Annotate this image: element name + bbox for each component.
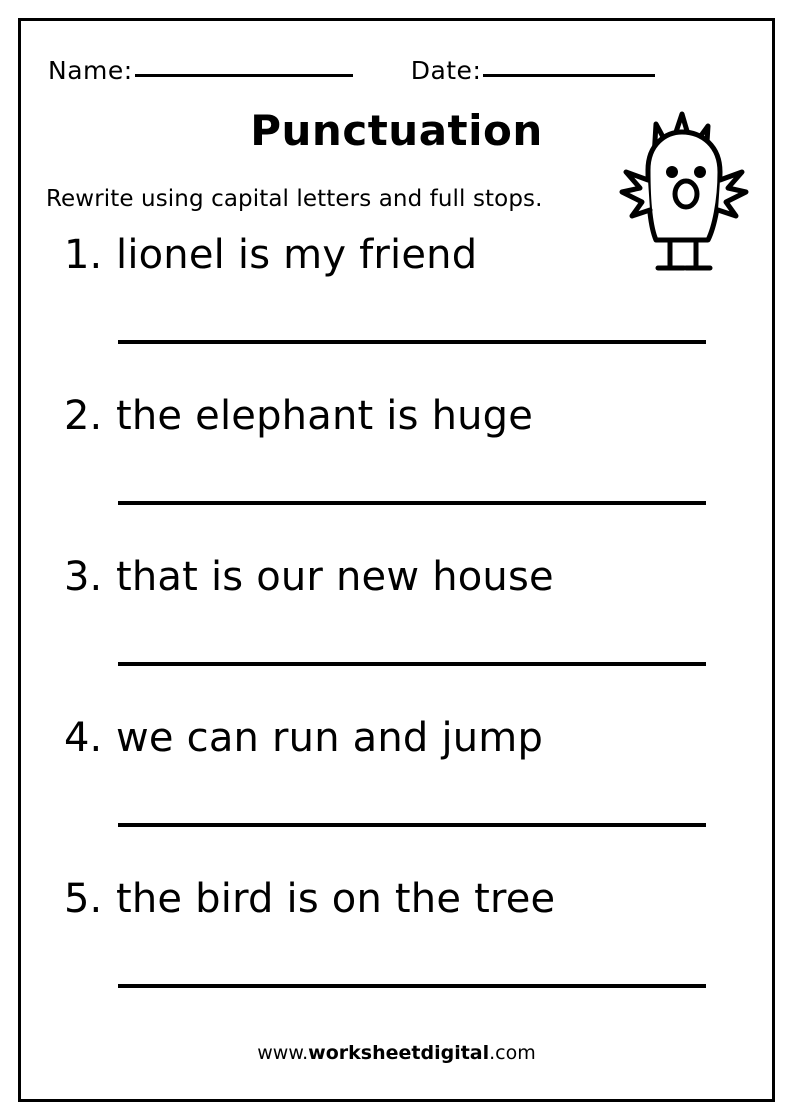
footer-suffix: .com <box>489 1042 536 1064</box>
name-field[interactable] <box>48 56 353 85</box>
date-input-rule[interactable] <box>483 74 655 77</box>
footer-brand: worksheetdigital <box>308 1042 490 1064</box>
question-number: 1. <box>64 232 103 278</box>
question-number: 3. <box>64 554 103 600</box>
question-sentence: the elephant is huge <box>116 393 534 439</box>
question-row <box>60 232 720 278</box>
name-label: Name: <box>48 56 133 85</box>
date-field[interactable] <box>411 56 656 85</box>
question-row <box>60 554 720 600</box>
page-title: Punctuation <box>250 106 543 155</box>
question-number: 2. <box>64 393 103 439</box>
question-item <box>60 393 720 554</box>
question-sentence: that is our new house <box>116 554 554 600</box>
footer-url <box>0 1042 793 1064</box>
question-item <box>60 554 720 715</box>
question-number: 5. <box>64 876 103 922</box>
question-row <box>60 393 720 439</box>
question-sentence: we can run and jump <box>116 715 544 761</box>
question-sentence: the bird is on the tree <box>116 876 556 922</box>
question-number: 4. <box>64 715 103 761</box>
answer-line[interactable] <box>118 340 706 344</box>
question-sentence: lionel is my friend <box>116 232 478 278</box>
footer-prefix: www. <box>257 1042 309 1064</box>
answer-line[interactable] <box>118 823 706 827</box>
answer-line[interactable] <box>118 501 706 505</box>
name-date-row <box>48 56 748 92</box>
question-list <box>60 232 720 1037</box>
question-item <box>60 232 720 393</box>
question-row <box>60 715 720 761</box>
date-label: Date: <box>410 56 482 85</box>
question-row <box>60 876 720 922</box>
answer-line[interactable] <box>118 984 706 988</box>
answer-line[interactable] <box>118 662 706 666</box>
name-input-rule[interactable] <box>135 74 353 77</box>
question-item <box>60 876 720 1037</box>
instructions-text: Rewrite using capital letters and full stops. <box>46 186 543 212</box>
question-item <box>60 715 720 876</box>
